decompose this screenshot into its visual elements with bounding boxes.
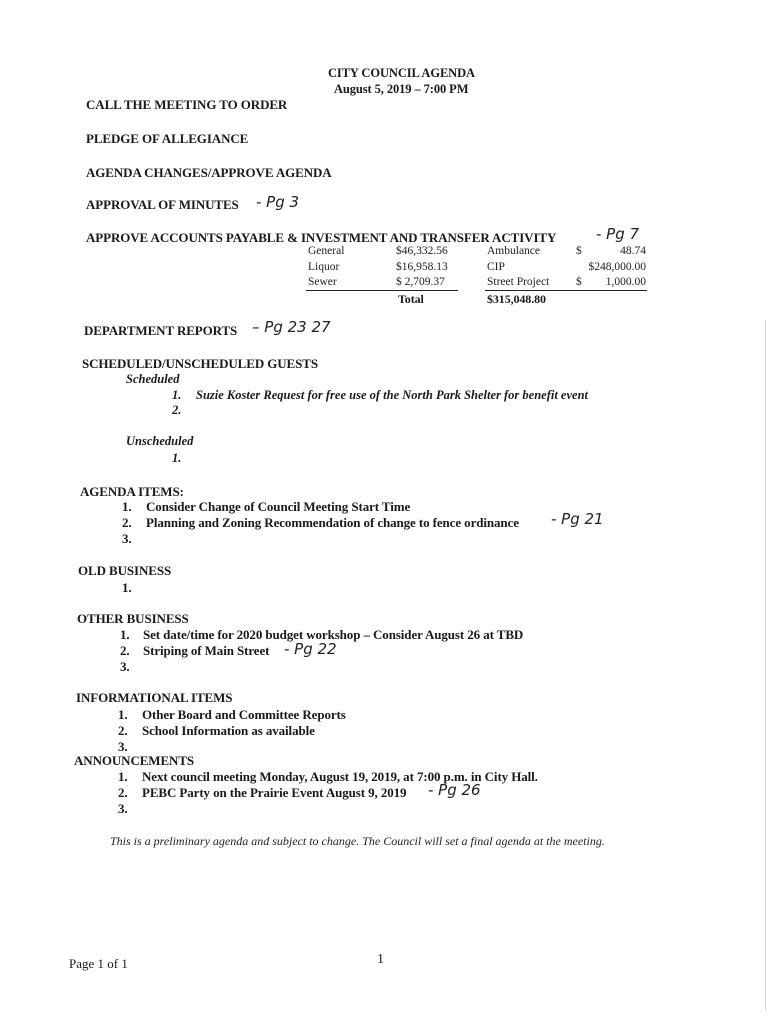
old-business-heading: OLD BUSINESS — [78, 563, 172, 578]
list-number: 2. — [120, 643, 130, 658]
scheduled-label: Scheduled — [126, 372, 180, 386]
finance-label: Sewer — [308, 276, 337, 288]
agenda-item-page-note: - Pg 21 — [551, 510, 604, 528]
list-number: 2. — [118, 785, 128, 800]
other-business-heading: OTHER BUSINESS — [77, 611, 189, 626]
pledge-heading: PLEDGE OF ALLEGIANCE — [86, 131, 249, 146]
list-number: 3. — [122, 531, 132, 546]
finance-underline — [306, 290, 458, 291]
finance-underline — [485, 290, 647, 291]
other-business-item: Striping of Main Street — [143, 643, 270, 658]
finance-label: Liquor — [308, 261, 340, 273]
dept-reports-heading: DEPARTMENT REPORTS — [84, 323, 238, 338]
agenda-item: Consider Change of Council Meeting Start Time — [146, 499, 411, 514]
list-number: 2. — [172, 403, 182, 417]
announcement-page-note: - Pg 26 — [428, 781, 481, 799]
agenda-title: CITY COUNCIL AGENDA — [328, 66, 475, 80]
other-business-item: Set date/time for 2020 budget workshop – Consider August 26 at TBD — [143, 627, 524, 642]
list-number: 1. — [118, 707, 128, 722]
scan-edge — [765, 320, 766, 1010]
informational-item: School Information as available — [142, 723, 315, 738]
list-number: 2. — [118, 723, 128, 738]
unscheduled-label: Unscheduled — [126, 434, 194, 448]
accounts-heading: APPROVE ACCOUNTS PAYABLE & INVESTMENT AND TRANSFER ACTIVITY — [86, 230, 557, 245]
list-number: 2. — [122, 515, 132, 530]
list-number: 3. — [120, 659, 130, 674]
finance-currency: $ — [576, 245, 582, 257]
informational-heading: INFORMATIONAL ITEMS — [76, 690, 233, 705]
list-number: 1. — [122, 499, 132, 514]
finance-label: CIP — [487, 261, 505, 273]
list-number: 1. — [118, 769, 128, 784]
finance-amount: $248,000.00 — [588, 261, 646, 273]
finance-amount: 1,000.00 — [605, 276, 646, 288]
call-to-order-heading: CALL THE MEETING TO ORDER — [86, 97, 288, 112]
finance-amount: 48.74 — [620, 245, 646, 257]
page-count: Page 1 of 1 — [69, 956, 128, 971]
page-number: 1 — [377, 952, 384, 967]
agenda-item: Planning and Zoning Recommendation of change to fence ordinance — [146, 515, 519, 530]
agenda-changes-heading: AGENDA CHANGES/APPROVE AGENDA — [86, 165, 332, 180]
meeting-date: August 5, 2019 – 7:00 PM — [334, 82, 469, 96]
list-number: 1. — [120, 627, 130, 642]
announcements-heading: ANNOUNCEMENTS — [74, 753, 195, 768]
minutes-page-note: - Pg 3 — [256, 193, 300, 211]
accounts-page-note: - Pg 7 — [596, 225, 640, 243]
list-number: 3. — [118, 801, 128, 816]
finance-label: General — [308, 245, 345, 257]
announcement-item: Next council meeting Monday, August 19, 2019, at 7:00 p.m. in City Hall. — [142, 769, 538, 784]
other-business-page-note: - Pg 22 — [284, 640, 337, 658]
announcement-item: PEBC Party on the Prairie Event August 9, 2019 — [142, 785, 407, 800]
finance-currency: $ — [576, 276, 582, 288]
finance-label: Street Project — [487, 276, 550, 288]
list-number: 1. — [172, 388, 182, 402]
finance-amount: $46,332.56 — [396, 245, 448, 257]
dept-reports-page-note: – Pg 23 27 — [252, 318, 331, 336]
minutes-heading: APPROVAL OF MINUTES — [86, 197, 239, 212]
list-number: 3. — [118, 739, 128, 754]
finance-amount: $ 2,709.37 — [396, 276, 445, 288]
informational-item: Other Board and Committee Reports — [142, 707, 346, 722]
disclaimer-text: This is a preliminary agenda and subject to change. The Council will set a final agenda at the meeting. — [110, 834, 605, 848]
finance-total-value: $315,048.80 — [487, 292, 546, 306]
finance-total-label: Total — [398, 292, 424, 306]
finance-label: Ambulance — [487, 245, 541, 257]
guests-heading: SCHEDULED/UNSCHEDULED GUESTS — [82, 356, 318, 371]
agenda-items-heading: AGENDA ITEMS: — [80, 484, 184, 499]
scheduled-guest-item: Suzie Koster Request for free use of the North Park Shelter for benefit event — [196, 388, 589, 402]
list-number: 1. — [122, 580, 132, 595]
finance-amount: $16,958.13 — [396, 261, 448, 273]
list-number: 1. — [172, 451, 182, 465]
